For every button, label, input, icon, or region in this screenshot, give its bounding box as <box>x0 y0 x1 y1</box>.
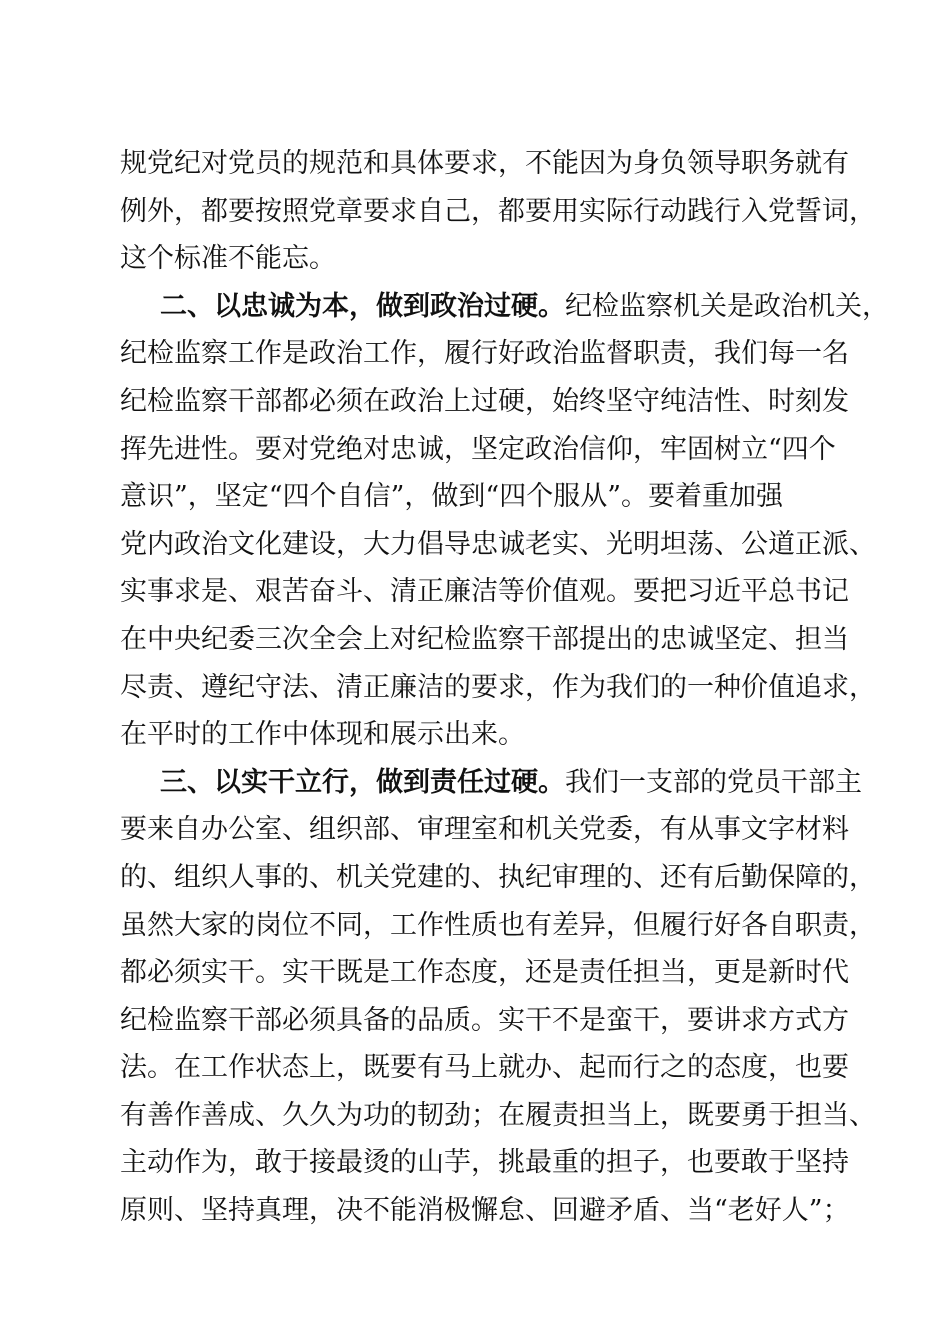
text-line: 挥先进性。要对党绝对忠诚，坚定政治信仰，牢固树立“四个 <box>120 433 836 465</box>
text-line: 例外，都要按照党章要求自己，都要用实际行动践行入党誓词， <box>120 195 876 227</box>
text-line: 在中央纪委三次全会上对纪检监察干部提出的忠诚坚定、担当 <box>120 623 849 655</box>
section-heading-line <box>120 759 862 807</box>
text-line: 纪检监察干部都必须在政治上过硬，始终坚守纯洁性、时刻发 <box>120 385 849 417</box>
text-line: 纪检监察工作是政治工作，履行好政治监督职责，我们每一名 <box>120 338 849 370</box>
text-line: 的、组织人事的、机关党建的、执纪审理的、还有后勤保障的， <box>120 861 876 893</box>
text-line: 有善作善成、久久为功的韧劲；在履责担当上，既要勇于担当、 <box>120 1099 876 1131</box>
section-heading: 三、以实干立行，做到责任过硬。 <box>160 766 565 798</box>
text-line: 虽然大家的岗位不同，工作性质也有差异，但履行好各自职责， <box>120 909 876 941</box>
section-heading: 二、以忠诚为本，做到政治过硬。 <box>160 290 565 322</box>
text-line: 纪检监察干部必须具备的品质。实干不是蛮干，要讲求方式方 <box>120 1004 849 1036</box>
text-line: 尽责、遵纪守法、清正廉洁的要求，作为我们的一种价值追求， <box>120 671 876 703</box>
section-text: 纪检监察机关是政治机关， <box>565 290 889 322</box>
text-line: 在平时的工作中体现和展示出来。 <box>120 719 525 751</box>
text-line: 这个标准不能忘。 <box>120 243 336 275</box>
text-line: 都必须实干。实干既是工作态度，还是责任担当，更是新时代 <box>120 957 849 989</box>
text-line: 实事求是、艰苦奋斗、清正廉洁等价值观。要把习近平总书记 <box>120 576 849 608</box>
text-line: 主动作为，敢于接最烫的山芋，挑最重的担子，也要敢于坚持 <box>120 1147 849 1179</box>
section-heading-line <box>120 283 889 331</box>
text-line: 要来自办公室、组织部、审理室和机关党委，有从事文字材料 <box>120 814 849 846</box>
document-body <box>120 140 889 1235</box>
text-line: 规党纪对党员的规范和具体要求，不能因为身负领导职务就有 <box>120 148 849 179</box>
text-line: 党内政治文化建设，大力倡导忠诚老实、光明坦荡、公道正派、 <box>120 528 876 560</box>
text-line: 原则、坚持真理，决不能消极懈怠、回避矛盾、当“老好人”； <box>120 1195 850 1227</box>
section-text: 我们一支部的党员干部主 <box>565 766 862 798</box>
text-line: 法。在工作状态上，既要有马上就办、起而行之的态度，也要 <box>120 1052 849 1084</box>
text-line: 意识”，坚定“四个自信”，做到“四个服从”。要着重加强 <box>120 481 784 513</box>
